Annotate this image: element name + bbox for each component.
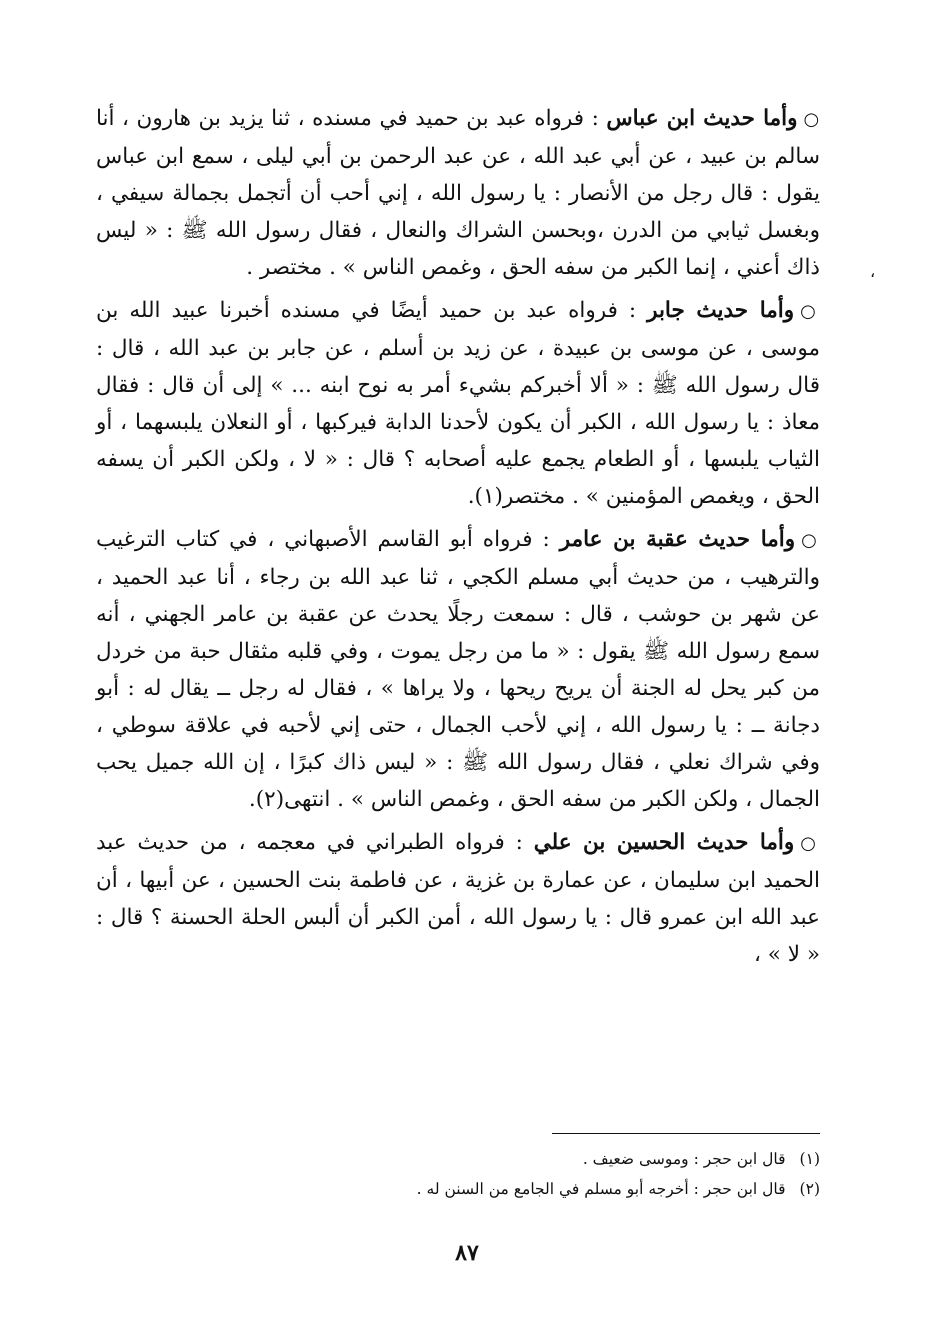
footnote-text: قال ابن حجر : أخرجه أبو مسلم في الجامع من السنن له . <box>416 1180 786 1198</box>
paragraph-text: : فرواه عبد بن حميد أيضًا في مسنده أخبرنا عبيد الله بن موسى ، عن موسى بن عبيدة ، عن زيد بن أسلم ، عن جابر بن عبد الله ، قال : قال رسول الله ﷺ : « ألا أخبركم بشيء أمر به نوح ابنه ... » إلى أن قال : فقال معاذ : يا رسول الله ، الكبر أن يكون لأحدنا الدابة فيركبها ، أو النعلان يلبسهما ، أو الثياب يلبسها ، أو الطعام يجمع عليه أصحابه ؟ قال : « لا ، ولكن الكبر أن يسفه الحق ، ويغمص المؤمنين » . مختصر(١). <box>96 298 820 509</box>
paragraph-heading: وأما حديث الحسين بن علي <box>533 830 795 855</box>
page-body <box>96 100 820 979</box>
paragraph-text: : فرواه أبو القاسم الأصبهاني ، في كتاب الترغيب والترهيب ، من حديث أبي مسلم الكجي ، ثنا عبد الله بن رجاء ، أنا عبد الحميد ، عن شهر بن حوشب ، قال : سمعت رجلًا يحدث عن عقبة بن عامر الجهني ، أنه سمع رسول الله ﷺ يقول : « ما من رجل يموت ، وفي قلبه مثقال حبة من خردل من كبر يحل له الجنة أن يريح ريحها ، ولا يراها » ، فقال له رجل ــ يقال له : أبو دجانة ــ : يا رسول الله ، إني لأحب الجمال ، حتى إني لأحبه في علاقة سوطي ، وفي شراك نعلي ، فقال رسول الله ﷺ : « ليس ذاك كبرًا ، إن الله جميل يحب الجمال ، ولكن الكبر من سفه الحق ، وغمص الناس » . انتهى(٢). <box>96 527 820 812</box>
paragraph-ibn-abbas <box>96 100 820 286</box>
footnote-divider <box>552 1133 820 1134</box>
circle-bullet-icon: ○ <box>803 109 820 130</box>
paragraph-text: : فرواه عبد بن حميد في مسنده ، ثنا يزيد بن هارون ، أنا سالم بن عبيد ، عن أبي عبد الله ، عن عبد الرحمن بن أبي ليلى ، سمع ابن عباس يقول : قال رجل من الأنصار : يا رسول الله ، إني أحب أن أتجمل بجمالة سيفي ، وبغسل ثيابي من الدرن ،وبحسن الشراك والنعال ، فقال رسول الله ﷺ : « ليس ذاك أعني ، إنما الكبر من سفه الحق ، وغمص الناس » . مختصر . <box>96 106 820 280</box>
footnote-number: (١) <box>799 1150 820 1168</box>
paragraph-husayn <box>96 824 820 973</box>
circle-bullet-icon: ○ <box>801 530 820 551</box>
paragraph-heading: وأما حديث عقبة بن عامر <box>559 527 796 552</box>
footnote-2 <box>96 1174 820 1204</box>
paragraph-heading: وأما حديث جابر <box>647 298 795 323</box>
footnote-number: (٢) <box>799 1180 820 1198</box>
circle-bullet-icon: ○ <box>800 833 820 854</box>
margin-mark: ، <box>870 262 876 281</box>
footnote-1 <box>96 1144 820 1174</box>
footnotes <box>96 1133 820 1204</box>
footnote-text: قال ابن حجر : وموسى ضعيف . <box>582 1150 786 1168</box>
paragraph-text: : فرواه الطبراني في معجمه ، من حديث عبد الحميد ابن سليمان ، عن عمارة بن غزية ، عن فاطمة بنت الحسين ، عن أبيها ، أن عبد الله ابن عمرو قال : يا رسول الله ، أمن الكبر أن ألبس الحلة الحسنة ؟ قال : « لا » ، <box>96 830 820 967</box>
page-number: ٨٧ <box>455 1240 479 1266</box>
paragraph-heading: وأما حديث ابن عباس <box>606 106 798 131</box>
paragraph-jabir <box>96 292 820 515</box>
paragraph-uqba <box>96 521 820 818</box>
circle-bullet-icon: ○ <box>800 301 820 322</box>
